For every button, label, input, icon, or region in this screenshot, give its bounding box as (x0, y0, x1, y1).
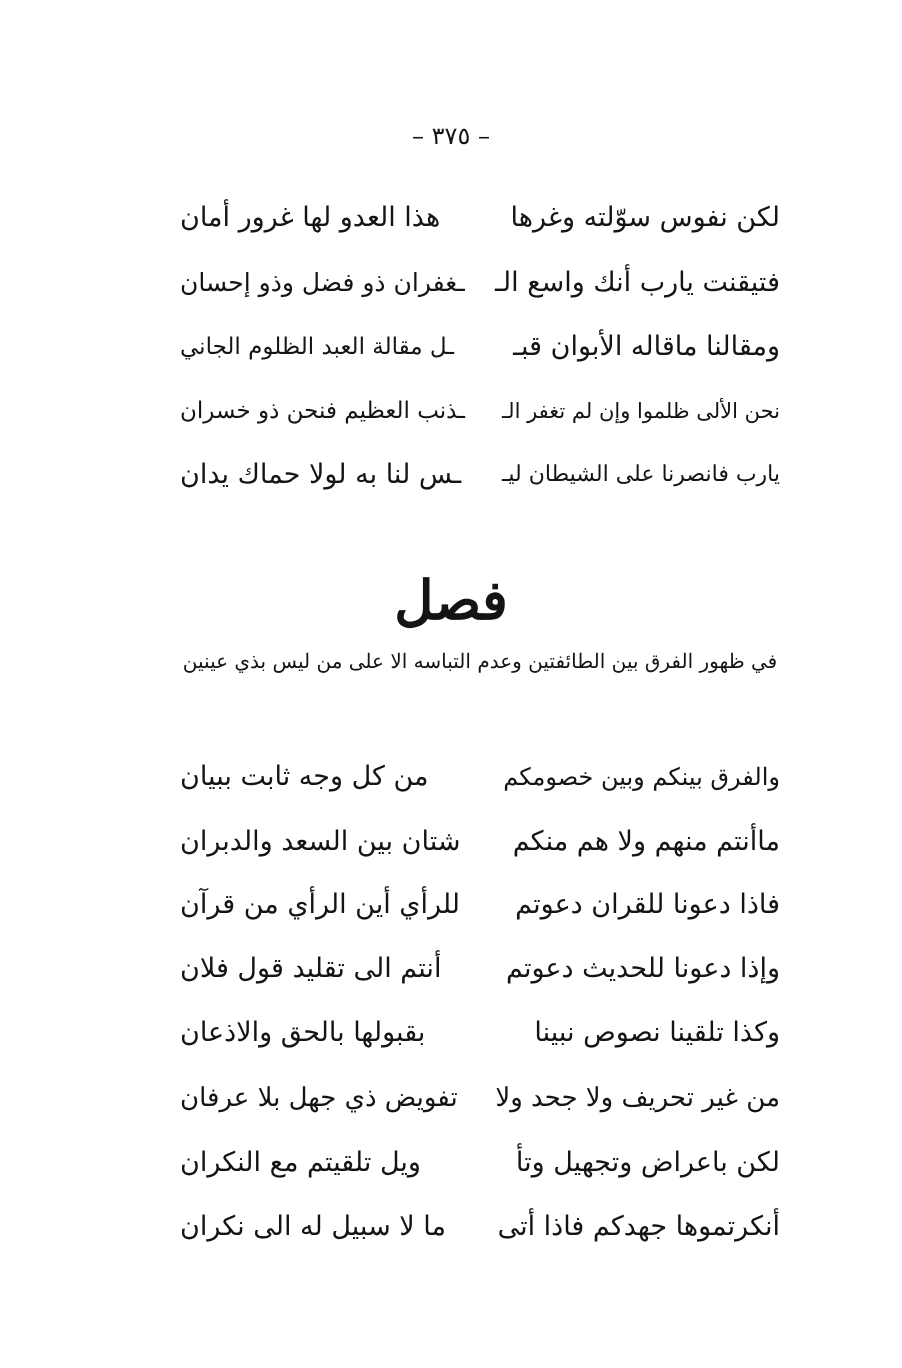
verse-first-hemistich: ومقالنا ماقاله الأبوان قبـ (513, 331, 780, 362)
page-number: – ٣٧٥ – (412, 122, 490, 150)
verse-line (180, 880, 780, 930)
verse-second-hemistich: ـذنب العظيم فنحن ذو خسران (180, 398, 465, 424)
section-subtitle: في ظهور الفرق بين الطائفتين وعدم التباسه الا على من ليس بذي عينين (182, 649, 778, 673)
verse-first-hemistich: والفرق بينكم وبين خصومكم (503, 763, 780, 791)
verse-line (180, 752, 780, 802)
verse-first-hemistich: لكن نفوس سوّلته وغرها (510, 202, 780, 233)
verse-first-hemistich: ماأنتم منهم ولا هم منكم (512, 826, 780, 857)
verse-second-hemistich: أنتم الى تقليد قول فلان (180, 953, 442, 984)
verse-second-hemistich: شتان بين السعد والدبران (180, 826, 461, 857)
verse-first-hemistich: فاذا دعونا للقران دعوتم (515, 889, 780, 920)
verse-second-hemistich: ـل مقالة العبد الظلوم الجاني (180, 334, 455, 360)
verse-line (180, 944, 780, 994)
verse-line (180, 193, 780, 243)
section-title: فصل (394, 568, 508, 632)
verse-line (180, 1008, 780, 1058)
verse-first-hemistich: وكذا تلقينا نصوص نبينا (534, 1017, 780, 1048)
verse-line (180, 258, 780, 308)
verse-line (180, 1202, 780, 1252)
verse-second-hemistich: من كل وجه ثابت ببيان (180, 761, 429, 792)
verse-second-hemistich: ويل تلقيتم مع النكران (180, 1147, 421, 1178)
verse-first-hemistich: أنكرتموها جهدكم فاذا أتى (497, 1211, 780, 1242)
verse-line (180, 450, 780, 500)
verse-second-hemistich: تفويض ذي جهل بلا عرفان (180, 1083, 458, 1113)
verse-first-hemistich: يارب فانصرنا على الشيطان ليـ (501, 462, 780, 487)
verse-line (180, 1073, 780, 1123)
verse-line (180, 386, 780, 436)
verse-second-hemistich: ما لا سبيل له الى نكران (180, 1211, 446, 1242)
verse-first-hemistich: وإذا دعونا للحديث دعوتم (506, 953, 780, 984)
verse-line (180, 1138, 780, 1188)
verse-first-hemistich: من غير تحريف ولا جحد ولا (495, 1083, 780, 1113)
verse-line (180, 817, 780, 867)
verse-line (180, 322, 780, 372)
verse-second-hemistich: للرأي أين الرأي من قرآن (180, 889, 461, 920)
verse-second-hemistich: ـغفران ذو فضل وذو إحسان (180, 268, 465, 297)
verse-first-hemistich: نحن الألى ظلموا وإن لم تغفر الـ (502, 399, 780, 423)
verse-second-hemistich: ـس لنا به لولا حماك يدان (180, 459, 462, 490)
verse-first-hemistich: فتيقنت يارب أنك واسع الـ (495, 267, 780, 298)
verse-first-hemistich: لكن باعراض وتجهيل وتأ (515, 1147, 780, 1178)
verse-second-hemistich: بقبولها بالحق والاذعان (180, 1017, 426, 1048)
verse-second-hemistich: هذا العدو لها غرور أمان (180, 202, 441, 233)
